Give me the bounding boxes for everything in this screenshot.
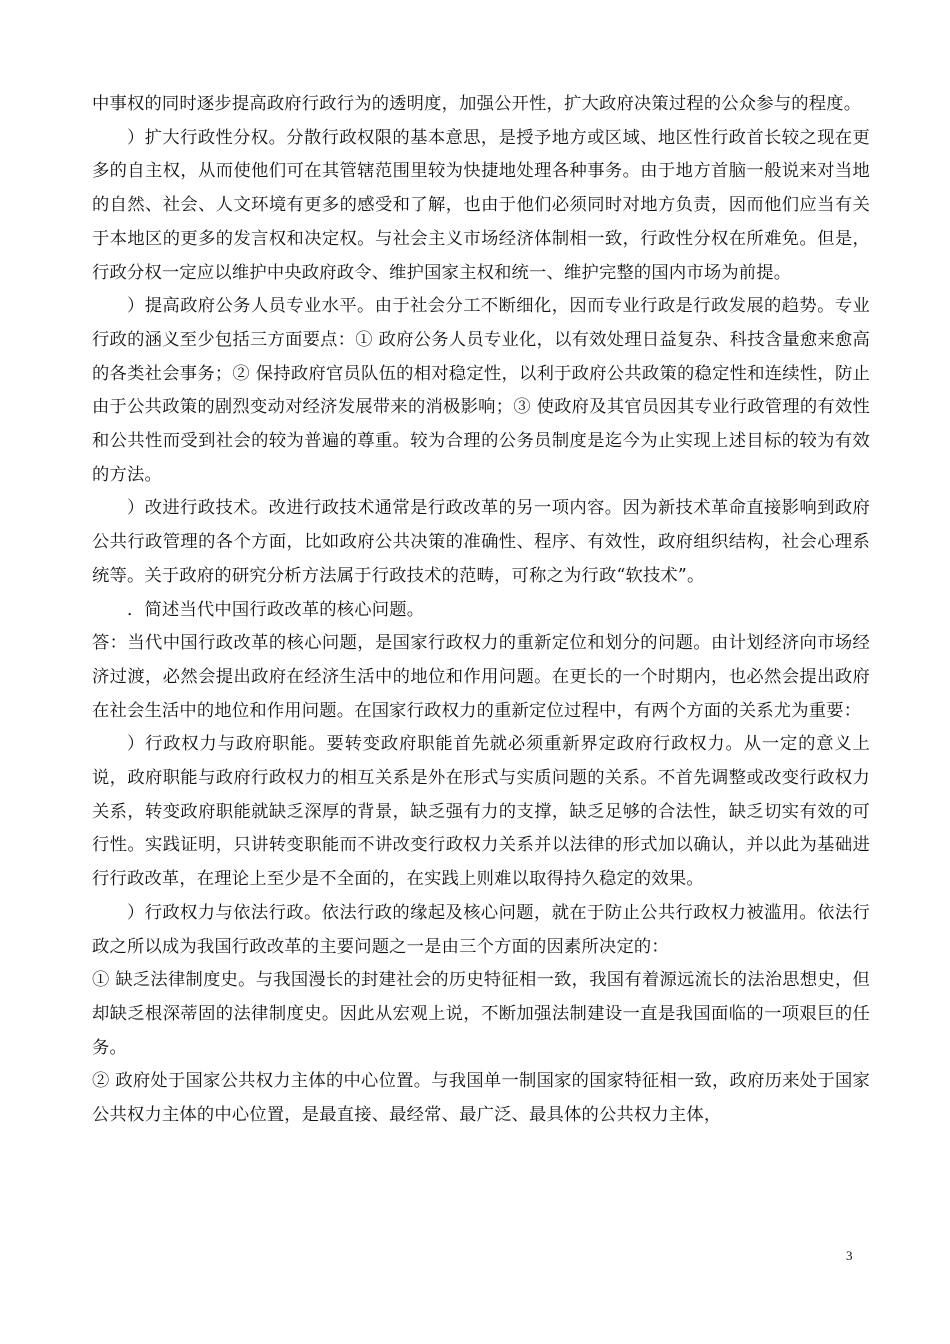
list-item: ① 缺乏法律制度史。与我国漫长的封建社会的历史特征相一致，我国有着源远流长的法治思想史，但却缺乏根深蒂固的法律制度史。因此从宏观上说，不断加强法制建设一直是我国面临的一项艰巨的任务。 [92, 970, 870, 1058]
list-item: ② 政府处于国家公共权力主体的中心位置。与我国单一制国家的国家特征相一致，政府历来处于国家公共权力主体的中心位置，是最直接、最经常、最广泛、最具体的公共权力主体， [92, 1071, 870, 1126]
body-text [92, 88, 870, 1133]
paragraph: ）改进行政技术。改进行政技术通常是行政改革的另一项内容。因为新技术革命直接影响到政府公共行政管理的各个方面，比如政府公共决策的准确性、程序、有效性，政府组织结构，社会心理系统等。关于政府的研究分析方法属于行政技术的范畴，可称之为行政“软技术”。 [92, 498, 870, 586]
question-heading: ．简述当代中国行政改革的核心问题。 [127, 599, 425, 620]
answer-paragraph: 答：当代中国行政改革的核心问题，是国家行政权力的重新定位和划分的问题。由计划经济向市场经济过渡，必然会提出政府在经济生活中的地位和作用问题。在更长的一个时期内，也必然会提出政府在社会生活中的地位和作用问题。在国家行政权力的重新定位过程中，有两个方面的关系尤为重要： [92, 633, 870, 721]
paragraph: ）行政权力与政府职能。要转变政府职能首先就必须重新界定政府行政权力。从一定的意义上说，政府职能与政府行政权力的相互关系是外在形式与实质问题的关系。不首先调整或改变行政权力关系，转变政府职能就缺乏深厚的背景，缺乏强有力的支撑，缺乏足够的合法性，缺乏切实有效的可行性。实践证明，只讲转变职能而不讲改变行政权力关系并以法律的形式加以确认，并以此为基础进行行政改革，在理论上至少是不全面的，在实践上则难以取得持久稳定的效果。 [92, 734, 870, 890]
paragraph: 中事权的同时逐步提高政府行政行为的透明度，加强公开性，扩大政府决策过程的公众参与的程度。 [92, 94, 862, 114]
page-number: 3 [846, 1248, 853, 1263]
paragraph: ）提高政府公务人员专业水平。由于社会分工不断细化，因而专业行政是行政发展的趋势。专业行政的涵义至少包括三方面要点：① 政府公务人员专业化，以有效处理日益复杂、科技含量愈来愈高的各类社会事务；② 保持政府官员队伍的相对稳定性，以利于政府公共政策的稳定性和连续性，防止由于公共政策的剧烈变动对经济发展带来的消极影响；③ 使政府及其官员因其专业行政管理的有效性和公共性而受到社会的较为普遍的尊重。较为合理的公务员制度是迄今为止实现上述目标的较为有效的方法。 [92, 296, 870, 485]
paragraph: ）行政权力与依法行政。依法行政的缘起及核心问题，就在于防止公共行政权力被滥用。依法行政之所以成为我国行政改革的主要问题之一是由三个方面的因素所决定的： [92, 902, 870, 957]
paragraph: ）扩大行政性分权。分散行政权限的基本意思，是授予地方或区域、地区性行政首长较之现在更多的自主权，从而使他们可在其管辖范围里较为快捷地处理各种事务。由于地方首脑一般说来对当地的自然、社会、人文环境有更多的感受和了解，也由于他们必须同时对地方负责，因而他们应当有关于本地区的更多的发言权和决定权。与社会主义市场经济体制相一致，行政性分权在所难免。但是，行政分权一定应以维护中央政府政令、维护国家主权和统一、维护完整的国内市场为前提。 [92, 127, 870, 283]
